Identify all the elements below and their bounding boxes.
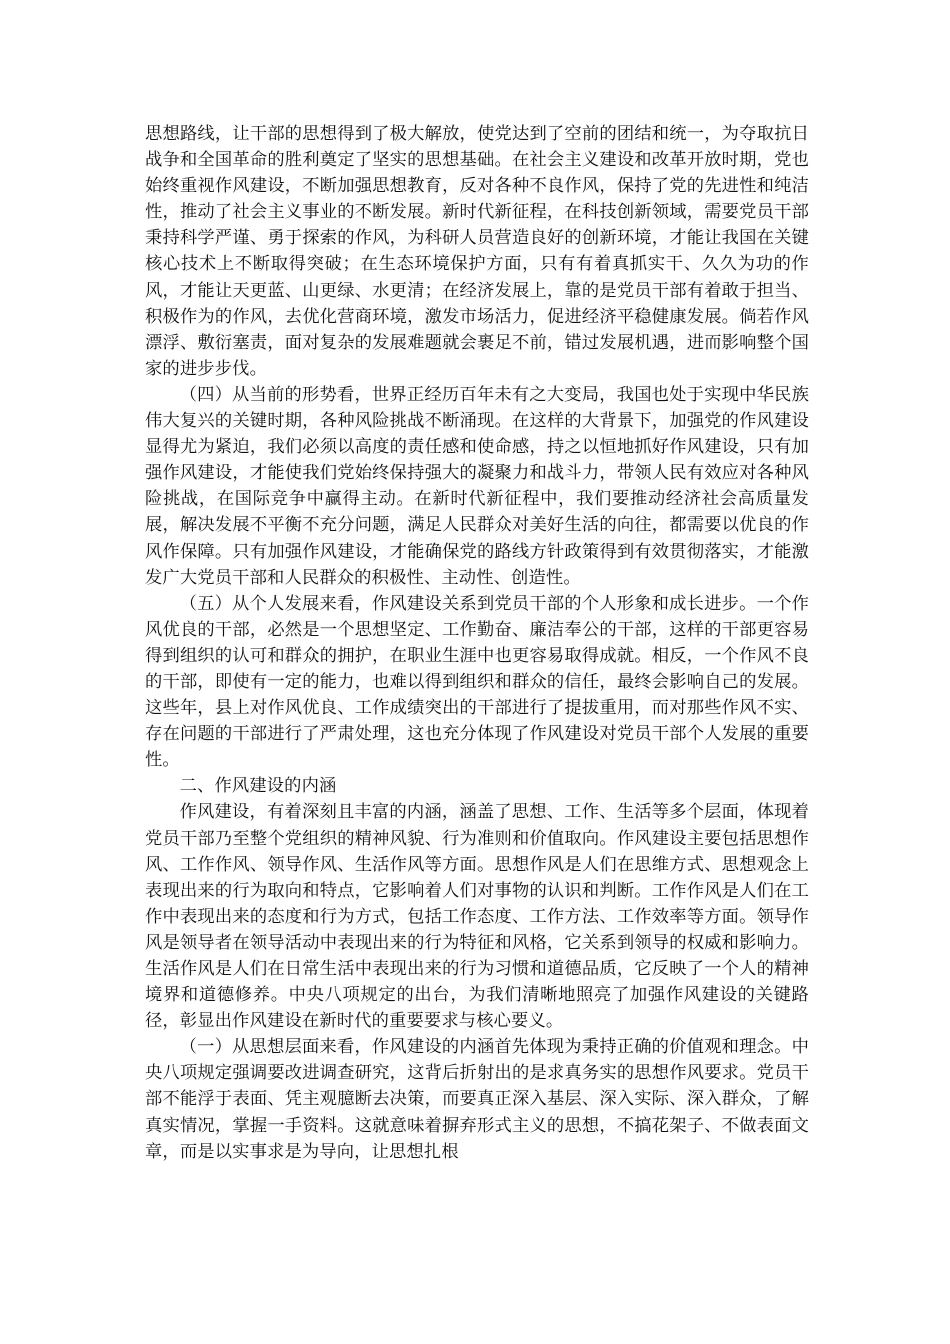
paragraph-current-situation: （四）从当前的形势看，世界正经历百年未有之大变局，我国也处于实现中华民族伟大复兴的关键时期，各种风险挑战不断涌现。在这样的大背景下，加强党的作风建设显得尤为紧迫，我们必须以高度的责任感和使命感，持之以恒地抓好作风建设，只有加强作风建设，才能使我们党始终保持强大的凝聚力和战斗力，带领人民有效应对各种风险挑战，在国际竞争中赢得主动。在新时代新征程中，我们要推动经济社会高质量发展，解决发展不平衡不充分问题，满足人民群众对美好生活的向往，都需要以优良的作风作保障。只有加强作风建设，才能确保党的路线方针政策得到有效贯彻落实，才能激发广大党员干部和人民群众的积极性、主动性、创造性。 [145, 384, 809, 588]
section-heading: 二、作风建设的内涵 [179, 776, 337, 797]
paragraph-personal-development: （五）从个人发展来看，作风建设关系到党员干部的个人形象和成长进步。一个作风优良的干部，必然是一个思想坚定、工作勤奋、廉洁奉公的干部，这样的干部更容易得到组织的认可和群众的拥护，在职业生涯中也更容易取得成就。相反，一个作风不良的干部，即使有一定的能力，也难以得到组织和群众的信任，最终会影响自己的发展。这些年，县上对作风优良、工作成绩突出的干部进行了提拔重用，而对那些作风不实、存在问题的干部进行了严肃处理，这也充分体现了作风建设对党员干部个人发展的重要性。 [145, 593, 809, 771]
paragraph-continued: 思想路线，让干部的思想得到了极大解放，使党达到了空前的团结和统一，为夺取抗日战争和全国革命的胜利奠定了坚实的思想基础。在社会主义建设和改革开放时期，党也始终重视作风建设，不断加强思想教育，反对各种不良作风，保持了党的先进性和纯洁性，推动了社会主义事业的不断发展。新时代新征程，在科技创新领域，需要党员干部秉持科学严谨、勇于探索的作风，为科研人员营造良好的创新环境，才能让我国在关键核心技术上不断取得突破；在生态环境保护方面，只有有着真抓实干、久久为功的作风，才能让天更蓝、山更绿、水更清；在经济发展上，靠的是党员干部有着敢于担当、积极作为的作风，去优化营商环境，激发市场活力，促进经济平稳健康发展。倘若作风漂浮、敷衍塞责，面对复杂的发展难题就会裹足不前，错过发展机遇，进而影响整个国家的进步步伐。 [145, 124, 809, 379]
document-body [145, 121, 809, 1165]
paragraph-connotation-intro: 作风建设，有着深刻且丰富的内涵，涵盖了思想、工作、生活等多个层面，体现着党员干部乃至整个党组织的精神风貌、行为准则和价值取向。作风建设主要包括思想作风、工作作风、领导作风、生活作风等方面。思想作风是人们在思维方式、思想观念上表现出来的行为取向和特点，它影响着人们对事物的认识和判断。工作作风是人们在工作中表现出来的态度和行为方式，包括工作态度、工作方法、工作效率等方面。领导作风是领导者在领导活动中表现出来的行为特征和风格，它关系到领导的权威和影响力。生活作风是人们在日常生活中表现出来的行为习惯和道德品质，它反映了一个人的精神境界和道德修养。中央八项规定的出台，为我们清晰地照亮了加强作风建设的关键路径，彰显出作风建设在新时代的重要要求与核心要义。 [145, 802, 809, 1032]
paragraph-ideological-level: （一）从思想层面来看，作风建设的内涵首先体现为秉持正确的价值观和理念。中央八项规定强调要改进调查研究，这背后折射出的是求真务实的思想作风要求。党员干部不能浮于表面、凭主观臆断去决策，而要真正深入基层、深入实际、深入群众，了解真实情况，掌握一手资料。这就意味着摒弃形式主义的思想，不搞花架子、不做表面文章，而是以实事求是为导向，让思想扎根 [145, 1037, 809, 1162]
